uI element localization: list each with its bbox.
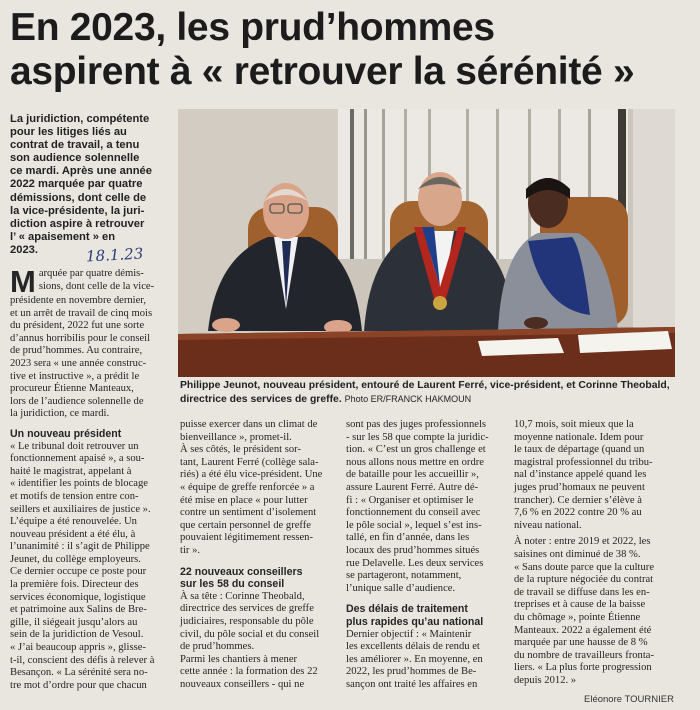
text-line: Besançon. « La sérénité sera no- xyxy=(10,667,148,679)
handwritten-date: 18.1.23 xyxy=(85,244,144,266)
text-line: procureur Étienne Manteaux, xyxy=(10,383,134,395)
text-line: fi : « Organiser et optimiser le xyxy=(346,494,474,506)
text-line: tallé, en fin d’année, dans les xyxy=(346,532,470,544)
text-line: « Le tribunal doit retrouver un xyxy=(10,440,139,452)
text-line: 2022, les prud’hommes de Be- xyxy=(346,666,477,678)
text-line: « Sans doute parce que la culture xyxy=(514,561,655,573)
text-line: rue Delavelle. Les deux services xyxy=(346,557,484,569)
text-line: - sur les 58 que compte la juridic- xyxy=(346,431,489,443)
text-line: du chômage », pointe Étienne xyxy=(514,611,641,623)
text-line: L’équipe a été renouvelée. Un xyxy=(10,516,137,528)
text-line: l’unique salle d’audience. xyxy=(346,582,456,594)
text-line: de travail se diffuse dans les en- xyxy=(514,586,650,598)
text-line: de prud’hommes. Au contraire, xyxy=(10,345,143,357)
text-line: bienveillance », promet-il. xyxy=(180,431,292,443)
subheading-conseillers: 22 nouveaux conseillers xyxy=(180,565,303,578)
drop-cap: M xyxy=(10,264,36,299)
text-line: et motifs de tension entre con- xyxy=(10,490,139,502)
lead-line: contrat de travail, a tenu xyxy=(10,139,140,152)
text-line: « J’ai beaucoup appris », glisse- xyxy=(10,642,146,654)
text-line: haité le magistrat, appelant à xyxy=(10,465,132,477)
text-line: que certain personnel de greffe xyxy=(180,519,311,531)
caption-line: directrice des services de greffe. xyxy=(180,393,342,405)
lead-line: 2023. xyxy=(10,243,38,256)
subheading-delais: Des délais de traitement xyxy=(346,603,468,616)
text-line: niveau national. xyxy=(514,519,582,531)
text-line: du président, 2022 fut une sorte xyxy=(10,320,145,332)
text-line: d’annus horribilis pour le conseil xyxy=(10,332,151,344)
text-line: pouvaient légitimement ressen- xyxy=(180,532,313,544)
subheading-president: Un nouveau président xyxy=(10,427,122,440)
article-column-1 xyxy=(10,264,176,692)
text-line: nal d’instance appelé quand les xyxy=(514,469,647,481)
headline-line-2: aspirent à « retrouver la sérénité » xyxy=(10,50,635,93)
text-line: nous allons nous mettre en ordre xyxy=(346,456,484,468)
text-line: « identifier les points de blocage xyxy=(10,478,148,490)
text-line: nouveau président a été élu, à xyxy=(10,528,136,540)
text-line: fonctionnement du conseil avec xyxy=(346,507,481,519)
text-line: tre mot d’ordre pour que chacun xyxy=(10,679,147,691)
text-line: puisse exercer dans un climat de xyxy=(180,419,318,430)
text-line: saisines ont diminué de 38 %. xyxy=(514,548,641,560)
headline-line-1: En 2023, les prud’hommes xyxy=(10,6,495,49)
photo-illustration xyxy=(178,109,675,377)
lead-line: pour les litiges liés au xyxy=(10,126,127,139)
text-line: 10,7 mois, soit mieux que la xyxy=(514,419,634,430)
text-line: arquée par quatre démis- xyxy=(38,268,144,279)
article-column-2 xyxy=(180,419,344,691)
lead-line: diction aspire à retrouver xyxy=(10,217,145,230)
text-line: tant, Laurent Ferré (collège sala- xyxy=(180,456,319,468)
text-line: liers. « La plus forte progression xyxy=(514,662,652,674)
wooden-table xyxy=(178,327,675,377)
text-line: présidente en novembre dernier, xyxy=(10,295,147,306)
author-signature: Eléonore TOURNIER xyxy=(584,694,674,705)
text-line: directrice des services de greffe xyxy=(180,603,314,615)
text-line: treprises et à cause de la baisse xyxy=(514,599,646,611)
text-line: 2023 sera « une année construc- xyxy=(10,357,147,369)
text-line: « équipe de greffe renforcée » a xyxy=(180,481,315,493)
text-line: sein de la juridiction de Vesoul. xyxy=(10,629,144,641)
text-line: et un arrêt de travail de cinq mois xyxy=(10,307,153,319)
subheading-delais: plus rapides qu’au national xyxy=(346,615,484,628)
text-line: judiciaires, responsable du pôle xyxy=(180,615,314,627)
text-line: la juridiction, ce mardi. xyxy=(10,408,110,420)
text-line: été mise en place « pour lutter xyxy=(180,494,308,506)
article-column-3 xyxy=(346,419,508,691)
text-line: À ses côtés, le président sor- xyxy=(180,444,301,456)
text-line: tive et instructive », a prédit le xyxy=(10,370,140,382)
text-line: contre un sentiment d’isolement xyxy=(180,507,317,519)
subheading-conseillers: sur les 58 du conseil xyxy=(180,578,285,591)
text-line: sont pas des juges professionnels xyxy=(346,419,487,430)
text-line: le pôle social », lequel s’est ins- xyxy=(346,519,482,531)
text-line: du nombre de travailleurs fronta- xyxy=(514,649,655,661)
text-line: assure Laurent Ferré. Autre dé- xyxy=(346,481,479,493)
text-line: la première fois. Directeur des xyxy=(10,579,139,591)
text-line: l’unanimité : il s’agit de Philippe xyxy=(10,541,150,553)
text-line: depuis 2012. » xyxy=(514,674,577,686)
text-line: de prud’hommes. xyxy=(180,641,255,653)
photo-credit: Photo ER/FRANCK HAKMOUN xyxy=(344,393,472,404)
text-line: les améliorer ». En moyenne, en xyxy=(346,653,483,665)
article-photo xyxy=(178,109,675,377)
lead-line: la vice-présidente, la juri- xyxy=(10,204,145,217)
lead-line: son audience solennelle xyxy=(10,152,140,165)
text-line: nouveaux conseillers - qui ne xyxy=(180,678,305,690)
text-line: de bataille pour les accueillir », xyxy=(346,469,479,481)
lead-paragraph xyxy=(10,113,172,257)
text-line: se partageront, notamment, xyxy=(346,570,462,582)
caption-line: Philippe Jeunot, nouveau président, entouré de Laurent Ferré, vice-président, et Corinne Theobald, xyxy=(180,380,670,391)
text-line: trancher). Ce dernier s’élève à xyxy=(514,494,642,506)
text-line: gille, il siégeait jusqu’alors au xyxy=(10,616,138,628)
text-line: t-il, conscient des défis à relever à xyxy=(10,654,155,666)
text-line: cette année : la formation des 22 xyxy=(180,666,318,678)
text-line: civil, du pôle social et du conseil xyxy=(180,628,320,640)
text-line: sançon ont traité les affaires en xyxy=(346,678,478,690)
intro-paragraph xyxy=(10,264,176,421)
text-line: les excellents délais de rendu et xyxy=(346,641,480,653)
article-column-4 xyxy=(514,419,686,687)
text-line: magistral professionnel du tribu- xyxy=(514,456,653,468)
text-line: sions, dont celle de la vice- xyxy=(38,280,155,292)
headline xyxy=(10,6,695,94)
text-line: À sa tête : Corinne Theobald, xyxy=(180,590,305,602)
text-line: le taux de départage (quand un xyxy=(514,444,645,456)
lead-line: 2022 marquée par quatre xyxy=(10,178,143,191)
photo-caption xyxy=(180,380,690,406)
text-line: tir ». xyxy=(180,544,201,556)
text-line: Dernier objectif : « Maintenir xyxy=(346,628,472,640)
lead-line: ce mardi. Après une année xyxy=(10,165,152,178)
text-line: 7,6 % en 2022 contre 20 % au xyxy=(514,507,642,519)
text-line: Jeunet, du collège employeurs. xyxy=(10,553,141,565)
text-line: À noter : entre 2019 et 2022, les xyxy=(514,536,651,548)
text-line: et patrimoine aux Salins de Bre- xyxy=(10,604,147,616)
text-line: lors de l’audience solennelle de xyxy=(10,395,144,407)
text-line: de la rupture négociée du contrat xyxy=(514,574,654,586)
text-line: fonctionnement apaisé », a sou- xyxy=(10,453,145,465)
text-line: Ce dernier occupe ce poste pour xyxy=(10,566,147,578)
lead-line: démissions, dont celle de xyxy=(10,191,147,204)
lead-line: La juridiction, compétente xyxy=(10,113,150,125)
text-line: juges prud’homaux ne peuvent xyxy=(514,481,645,493)
text-line: Parmi les chantiers à mener xyxy=(180,653,298,665)
text-line: services économique, logistique xyxy=(10,591,146,603)
lead-line: l’ « apaisement » en xyxy=(10,230,116,243)
text-line: seillers et auxiliaires de justice ». xyxy=(10,503,151,515)
text-line: Manteaux. 2022 a également été xyxy=(514,624,652,636)
text-line: moyenne nationale. Idem pour xyxy=(514,431,644,443)
text-line: tion. « C’est un gros challenge et xyxy=(346,444,486,456)
text-line: marquée par une hausse de 8 % xyxy=(514,637,648,649)
text-line: riés) a été élu vice-président. Une xyxy=(180,469,323,481)
text-line: locaux des prud’hommes situés xyxy=(346,544,480,556)
